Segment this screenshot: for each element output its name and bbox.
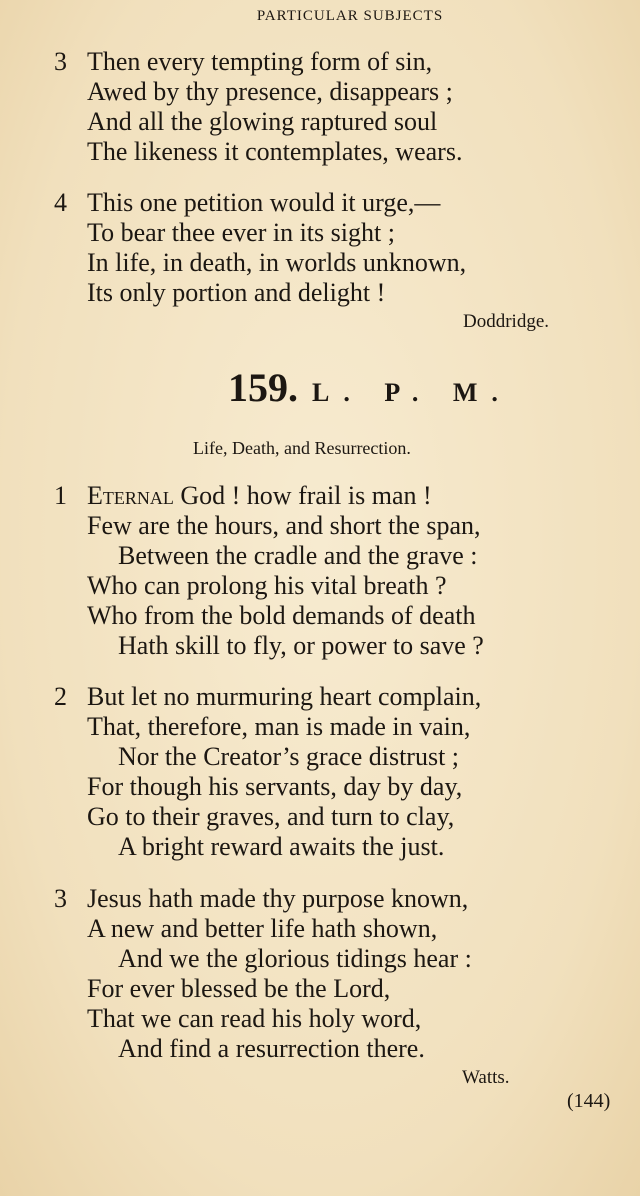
- verse-line: Who can prolong his vital breath ?: [87, 571, 447, 600]
- verse-line: Hath skill to fly, or power to save ?: [118, 631, 484, 660]
- verse-line: Then every tempting form of sin,: [87, 47, 433, 76]
- verse-number: 3: [54, 884, 67, 913]
- author-attribution: Watts.: [462, 1067, 510, 1088]
- verse-line: For though his servants, day by day,: [87, 772, 463, 801]
- verse-number: 3: [54, 47, 67, 76]
- verse-number: 2: [54, 682, 67, 711]
- verse-line: This one petition would it urge,—: [87, 188, 441, 217]
- verse-line: But let no murmuring heart complain,: [87, 682, 482, 711]
- verse-line: [87, 481, 432, 511]
- verse-line: That, therefore, man is made in vain,: [87, 712, 471, 741]
- verse-number: 1: [54, 481, 67, 510]
- verse-line: For ever blessed be the Lord,: [87, 974, 391, 1003]
- verse-line: The likeness it contemplates, wears.: [87, 137, 463, 166]
- author-attribution: Doddridge.: [463, 311, 550, 332]
- verse-line: And all the glowing raptured soul: [87, 107, 438, 136]
- page-number: (144): [567, 1090, 611, 1112]
- verse-line: Few are the hours, and short the span,: [87, 511, 481, 540]
- verse-line: Awed by thy presence, disappears ;: [87, 77, 453, 106]
- verse-line: Nor the Creator’s grace distrust ;: [118, 742, 460, 771]
- verse-number: 4: [54, 188, 67, 217]
- verse-line: Between the cradle and the grave :: [118, 541, 478, 570]
- running-head: PARTICULAR SUBJECTS: [256, 8, 444, 24]
- verse-line: That we can read his holy word,: [87, 1004, 422, 1033]
- hymn-heading: [228, 364, 512, 411]
- verse-line: In life, in death, in worlds unknown,: [87, 248, 467, 277]
- verse-line: A bright reward awaits the just.: [118, 832, 445, 861]
- first-word: Eternal: [87, 481, 174, 510]
- hymn-subtitle: Life, Death, and Resurrection.: [193, 438, 411, 458]
- verse-line: Who from the bold demands of death: [87, 601, 476, 630]
- hymn-number: 159.: [228, 365, 298, 410]
- verse-line: To bear thee ever in its sight ;: [87, 218, 395, 247]
- first-line-rest: God ! how frail is man !: [173, 481, 432, 510]
- verse-line: Jesus hath made thy purpose known,: [87, 884, 469, 913]
- verse-line: And find a resurrection there.: [118, 1034, 425, 1063]
- verse-line: Go to their graves, and turn to clay,: [87, 802, 455, 831]
- verse-line: And we the glorious tidings hear :: [118, 944, 472, 973]
- hymn-meter: L. P. M.: [312, 378, 512, 407]
- verse-line: Its only portion and delight !: [87, 278, 386, 307]
- verse-line: A new and better life hath shown,: [87, 914, 438, 943]
